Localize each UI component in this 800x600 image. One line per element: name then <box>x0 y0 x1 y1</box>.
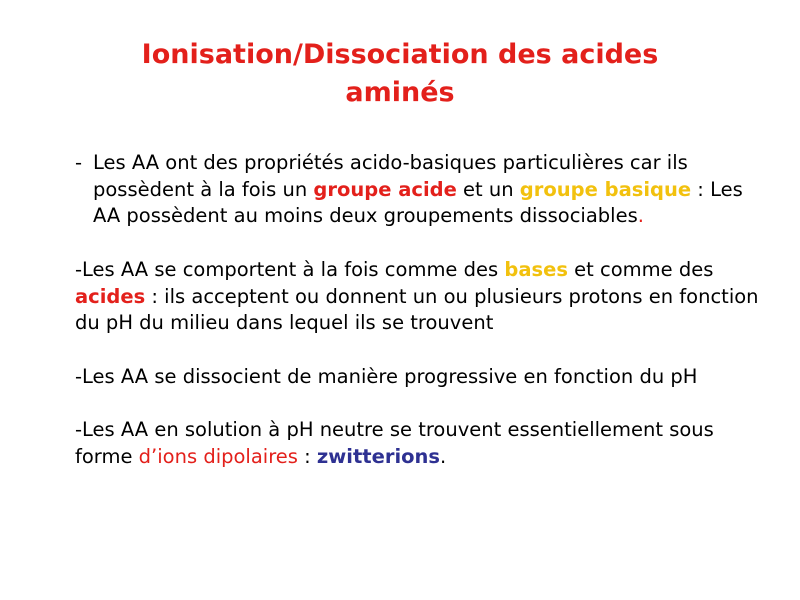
text-segment: . <box>440 444 447 468</box>
paragraph-dissociation <box>75 364 765 391</box>
paragraph-gap <box>75 390 765 417</box>
text-segment: -Les AA se dissocient de manière progressive en fonction du pH <box>75 364 698 388</box>
text-segment: et comme des <box>567 257 714 281</box>
text-segment: -Les AA en solution à pH neutre se trouvent essentiellement sous forme <box>75 417 714 468</box>
highlight-bases: bases <box>504 257 568 281</box>
highlight-ions-dipolaires: d’ions dipolaires <box>138 444 298 468</box>
slide-title <box>60 36 740 112</box>
text-segment-dot: . <box>637 204 644 228</box>
text-segment: : ils acceptent ou donnent un ou plusieurs protons en fonction du pH du milieu dans lequel ils se trouvent <box>75 284 759 335</box>
slide-title-line-2: aminés <box>345 77 455 108</box>
highlight-groupe-basique: groupe basique <box>519 177 692 201</box>
highlight-zwitterions: zwitterions <box>316 444 441 468</box>
paragraph-gap <box>75 337 765 364</box>
text-segment: et un <box>456 177 520 201</box>
paragraph-zwitterions <box>75 417 765 470</box>
text-segment: : Les AA possèdent au moins deux groupements dissociables <box>93 177 743 228</box>
paragraph-bases-acides <box>75 257 765 337</box>
paragraph-gap <box>75 230 765 257</box>
dash-bullet-icon: - <box>75 151 83 174</box>
highlight-groupe-acide: groupe acide <box>313 177 457 201</box>
paragraph-acid-base-properties <box>75 150 765 230</box>
text-segment: -Les AA se comportent à la fois comme des <box>75 257 505 281</box>
text-segment: : <box>297 444 317 468</box>
highlight-acides: acides <box>75 284 146 308</box>
slide-body <box>75 150 765 470</box>
slide-title-line-1: Ionisation/Dissociation des acides <box>141 39 659 70</box>
text-segment: Les AA ont des propriétés acido-basiques particulières car ils possèdent à la fois un <box>93 151 688 201</box>
